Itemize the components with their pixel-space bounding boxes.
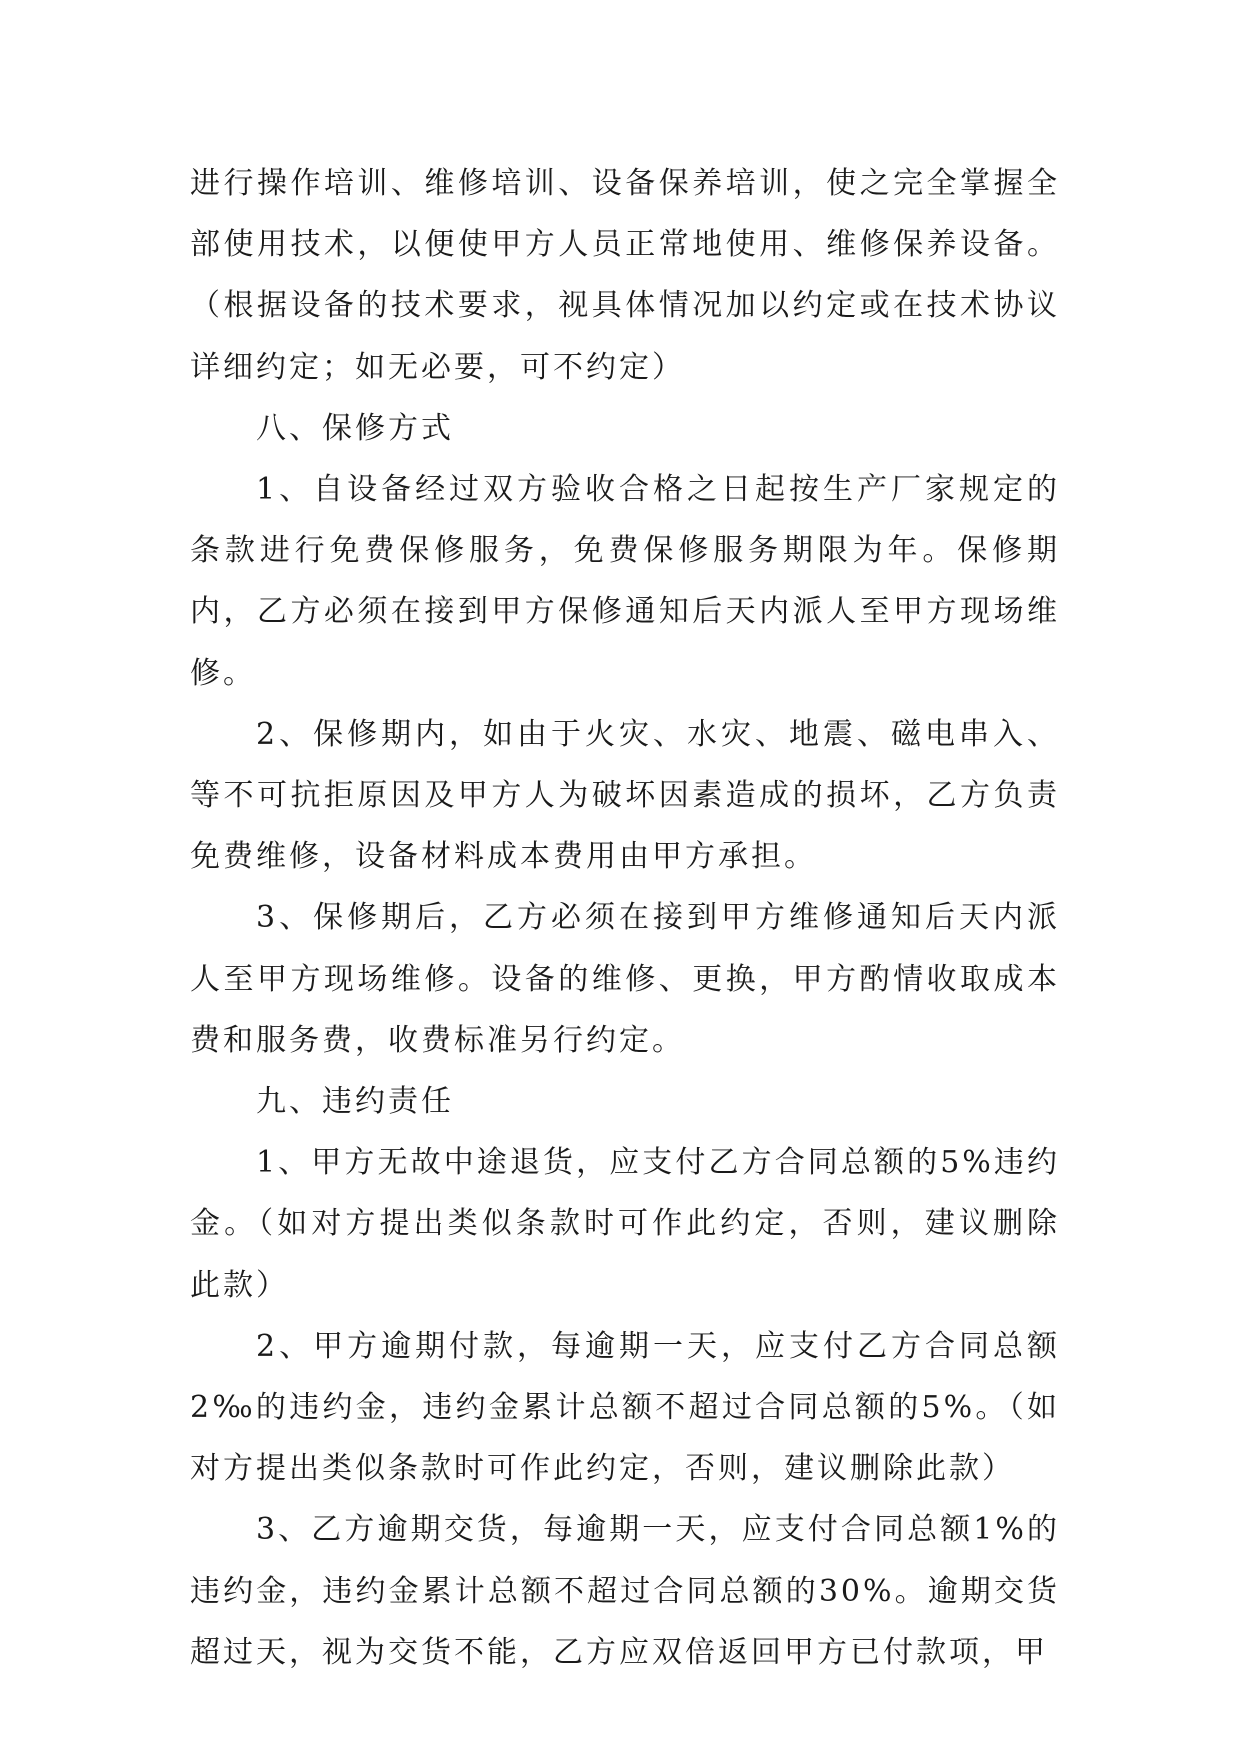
paragraph-training: 进行操作培训、维修培训、设备保养培训，使之完全掌握全部使用技术，以便使甲方人员正常地使用、维修保养设备。（根据设备的技术要求，视具体情况加以约定或在技术协议详细约定；如无必要，可不约定）: [190, 166, 1060, 385]
paragraph-warranty-1: 1、自设备经过双方验收合格之日起按生产厂家规定的条款进行免费保修服务，免费保修服务期限为年。保修期内，乙方必须在接到甲方保修通知后天内派人至甲方现场维修。: [190, 472, 1060, 691]
document-body: [190, 153, 1060, 1683]
paragraph-warranty-2: 2、保修期内，如由于火灾、水灾、地震、磁电串入、等不可抗拒原因及甲方人为破坏因素造成的损坏，乙方负责免费维修，设备材料成本费用由甲方承担。: [190, 716, 1060, 875]
paragraph-liability-3: 3、乙方逾期交货，每逾期一天，应支付合同总额1%的违约金，违约金累计总额不超过合同总额的30%。逾期交货超过天，视为交货不能，乙方应双倍返回甲方已付款项，甲: [190, 1512, 1060, 1670]
section-heading-liability: 九、违约责任: [256, 1084, 454, 1120]
section-heading-warranty: 八、保修方式: [256, 410, 454, 446]
paragraph-warranty-3: 3、保修期后，乙方必须在接到甲方维修通知后天内派人至甲方现场维修。设备的维修、更换，甲方酌情收取成本费和服务费，收费标准另行约定。: [190, 900, 1060, 1058]
paragraph-liability-1: 1、甲方无故中途退货，应支付乙方合同总额的5%违约金。（如对方提出类似条款时可作此约定，否则，建议删除此款）: [190, 1145, 1060, 1303]
paragraph-liability-2: 2、甲方逾期付款，每逾期一天，应支付乙方合同总额2‰的违约金，违约金累计总额不超过合同总额的5%。（如对方提出类似条款时可作此约定，否则，建议删除此款）: [190, 1328, 1060, 1487]
